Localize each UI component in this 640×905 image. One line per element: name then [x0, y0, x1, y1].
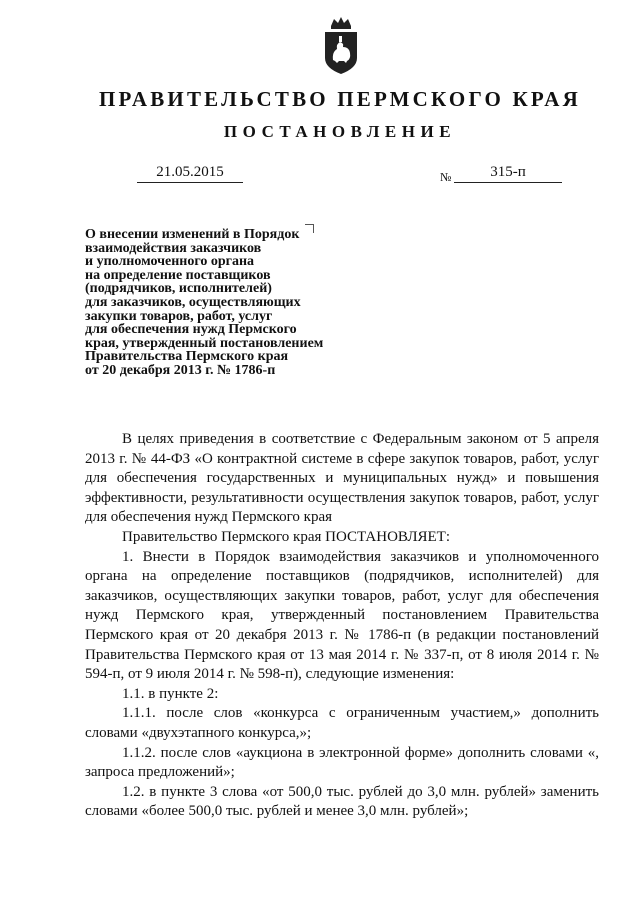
intro-paragraph: В целях приведения в соответствие с Федеральным законом от 5 апреля 2013 г. № 44-ФЗ «О контрактной системе в сфере закупок товаров, работ, услуг для обеспечения государственных и муниципальных нужд» и повышения эффективности, результативности осуществления закупок товаров, работ, услуг для обеспечения нужд Пермского края — [85, 431, 599, 526]
subject-line: (подрядчиков, исполнителей) — [85, 281, 272, 297]
document-type: ПОСТАНОВЛЕНИЕ — [223, 122, 457, 141]
coat-of-arms-icon — [322, 16, 360, 76]
subject-line: О внесении изменений в Порядок — [85, 227, 300, 242]
subject-line: на определение поставщиков — [85, 267, 271, 283]
subject-line: для заказчиков, осуществляющих — [85, 294, 301, 310]
government-title: ПРАВИТЕЛЬСТВО ПЕРМСКОГО КРАЯ — [98, 87, 581, 111]
subject-line: закупки товаров, работ, услуг — [85, 308, 273, 324]
document-body — [85, 430, 599, 822]
item-1-1-1-paragraph: 1.1.1. после слов «конкурса с ограниченным участием,» дополнить словами «двухэтапного конкурса,»; — [85, 705, 599, 741]
subject-line: для обеспечения нужд Пермского — [85, 322, 297, 338]
item-1-1-2-paragraph: 1.1.2. после слов «аукциона в электронной форме» дополнить словами «, запроса предложений»; — [85, 744, 599, 781]
resolves-paragraph: Правительство Пермского края ПОСТАНОВЛЯЕТ: — [122, 528, 451, 545]
document-subject — [85, 228, 355, 378]
subject-line: и уполномоченного органа — [85, 254, 255, 270]
document-number: 315-п — [454, 163, 562, 183]
subject-line: от 20 декабря 2013 г. № 1786-п — [85, 362, 276, 378]
document-date: 21.05.2015 — [137, 163, 243, 183]
subject-line: края, утвержденный постановлением — [85, 335, 324, 351]
subject-line: взаимодействия заказчиков — [85, 240, 262, 256]
item-1-2-paragraph: 1.2. в пункте 3 слова «от 500,0 тыс. рублей до 3,0 млн. рублей» заменить словами «более 500,0 тыс. рублей и менее 3,0 млн. рублей»; — [85, 783, 599, 820]
item-1-1-paragraph: 1.1. в пункте 2: — [122, 685, 219, 702]
item-1-paragraph: 1. Внести в Порядок взаимодействия заказчиков и уполномоченного органа на определение поставщиков (подрядчиков, исполнителей) для заказчиков, осуществляющих закупки товаров, работ, услуг для обеспечения нужд Пермского края, утвержденный постановлением Правительства Пермского края от 20 декабря 2013 г. № 1786-п (в редакции постановлений Правительства Пермского края от 13 мая 2014 г. № 337-п, от 8 июля 2014 г. № 594-п, от 9 июля 2014 г. № 598-п), следующие изменения: — [85, 548, 599, 683]
subject-line: Правительства Пермского края — [85, 349, 289, 365]
number-label: № — [440, 170, 452, 184]
